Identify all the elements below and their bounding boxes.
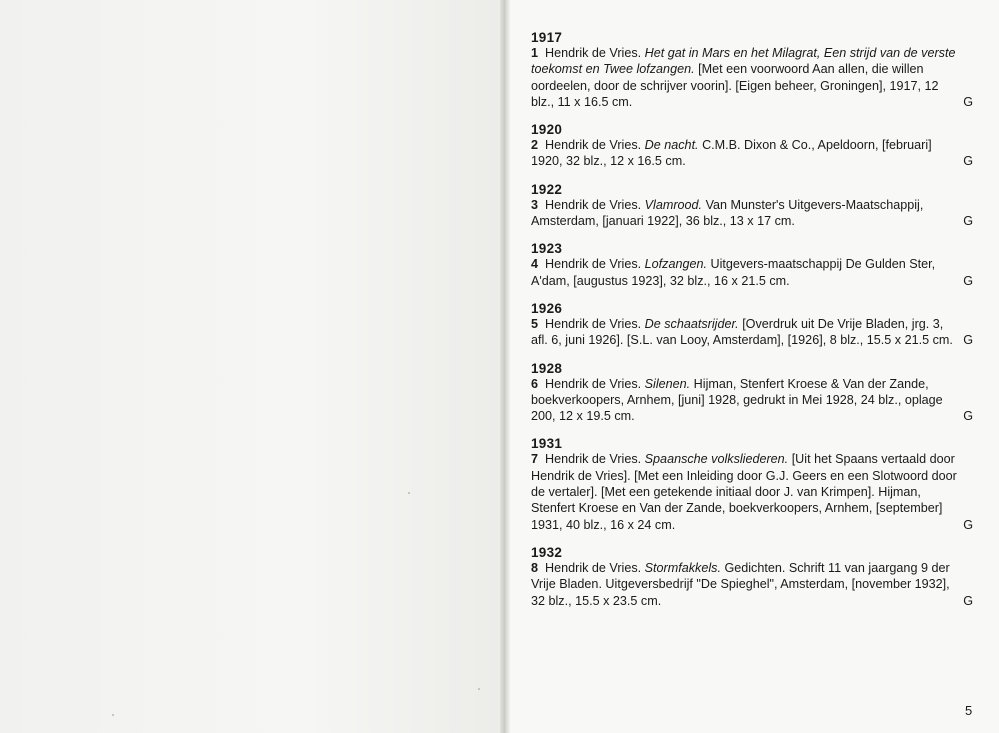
bibliography-entry: [531, 30, 973, 110]
entry-number: 2: [531, 138, 539, 153]
entry-text: [531, 256, 973, 289]
entry-title: Stormfakkels.: [644, 560, 721, 575]
entry-author: Hendrik de Vries.: [545, 316, 642, 331]
entry-title: Silenen.: [644, 376, 691, 391]
entry-mark: G: [963, 214, 973, 229]
entry-year: 1931: [531, 436, 563, 452]
bibliography-entry: [531, 301, 973, 349]
entry-details: Hijman, Stenfert Kroese & Van der Zande, boekverkoopers, Arnhem, [juni] 1928, gedrukt in Mei 1928, 24 blz., oplage 200, 12 x 19.5 cm.: [531, 376, 943, 424]
bibliography-list: [531, 30, 973, 621]
entry-mark: G: [963, 409, 973, 424]
entry-number: 5: [531, 316, 539, 331]
entry-title: Spaansche volksliederen.: [644, 452, 789, 467]
entry-text: [531, 451, 973, 532]
entry-author: Hendrik de Vries.: [545, 452, 642, 467]
entry-mark: G: [963, 94, 973, 109]
entry-mark: G: [963, 333, 973, 348]
entry-title: Het gat in Mars en het Milagrat, Een strijd van de verste toekomst en Twee lofzangen.: [531, 46, 956, 77]
entry-title: Lofzangen.: [644, 257, 707, 272]
entry-number: 7: [531, 452, 539, 467]
paper-speck: [408, 492, 410, 494]
entry-year: 1932: [531, 544, 563, 560]
entry-author: Hendrik de Vries.: [545, 197, 642, 212]
entry-title: De nacht.: [644, 138, 699, 153]
paper-speck: [478, 688, 480, 690]
entry-mark: G: [963, 273, 973, 288]
bibliography-entry: [531, 122, 973, 170]
entry-title: De schaatsrijder.: [644, 316, 739, 331]
entry-number: 3: [531, 197, 539, 212]
entry-number: 4: [531, 257, 539, 272]
entry-author: Hendrik de Vries.: [545, 257, 642, 272]
entry-text: [531, 45, 973, 110]
book-gutter: [500, 0, 510, 733]
bibliography-entry: [531, 361, 973, 425]
entry-text: [531, 316, 973, 349]
bibliography-entry: [531, 545, 973, 609]
entry-year: 1922: [531, 181, 563, 197]
entry-year: 1928: [531, 360, 563, 376]
entry-details: Van Munster's Uitgevers-Maatschappij, Amsterdam, [januari 1922], 36 blz., 13 x 17 cm.: [531, 197, 924, 229]
entry-mark: G: [963, 154, 973, 169]
entry-year: 1926: [531, 300, 563, 316]
entry-mark: G: [963, 593, 973, 608]
entry-number: 1: [531, 46, 539, 60]
entry-text: [531, 197, 973, 230]
entry-text: [531, 137, 973, 170]
entry-details: Gedichten. Schrift 11 van jaargang 9 der Vrije Bladen. Uitgeversbedrijf "De Spieghel", Amsterdam, [november 1932], 32 blz., 15.5 x 23.5 cm.: [531, 560, 950, 608]
bibliography-entry: [531, 182, 973, 230]
entry-details: [Uit het Spaans vertaald door Hendrik de Vries]. [Met een Inleiding door G.J. Geers en een Slotwoord door de vertaler]. [Met een getekende initiaal door J. van Krimpen]. Hijman, Stenfert Kroese en Van der Zande, boekverkoopers, Arnhem, [september] 1931, 40 blz., 16 x 24 cm.: [531, 452, 957, 532]
entry-year: 1923: [531, 241, 563, 257]
entry-details: C.M.B. Dixon & Co., Apeldoorn, [februari] 1920, 32 blz., 12 x 16.5 cm.: [531, 138, 932, 169]
entry-author: Hendrik de Vries.: [545, 138, 642, 153]
entry-number: 8: [531, 560, 539, 575]
entry-year: 1920: [531, 122, 563, 138]
paper-speck: [112, 714, 114, 716]
entry-text: [531, 560, 973, 609]
entry-text: [531, 376, 973, 425]
entry-title: Vlamrood.: [644, 197, 703, 212]
entry-year: 1917: [531, 30, 563, 45]
page-number: 5: [965, 703, 973, 718]
bibliography-entry: [531, 436, 973, 532]
entry-author: Hendrik de Vries.: [545, 376, 642, 391]
entry-mark: G: [963, 517, 973, 532]
entry-details: Uitgevers-maatschappij De Gulden Ster, A'dam, [augustus 1923], 32 blz., 16 x 21.5 cm.: [531, 257, 936, 288]
entry-author: Hendrik de Vries.: [545, 46, 642, 60]
entry-details: [Met een voorwoord Aan allen, die willen oordeelen, door de schrijver voorin]. [Eigen beheer, Groningen], 1917, 12 blz., 11 x 16.5 cm.: [531, 62, 939, 109]
bibliography-entry: [531, 241, 973, 289]
entry-author: Hendrik de Vries.: [545, 560, 642, 575]
entry-number: 6: [531, 376, 539, 391]
entry-details: [Overdruk uit De Vrije Bladen, jrg. 3, afl. 6, juni 1926]. [S.L. van Looy, Amsterdam], [1926], 8 blz., 15.5 x 21.5 cm.: [531, 316, 953, 348]
